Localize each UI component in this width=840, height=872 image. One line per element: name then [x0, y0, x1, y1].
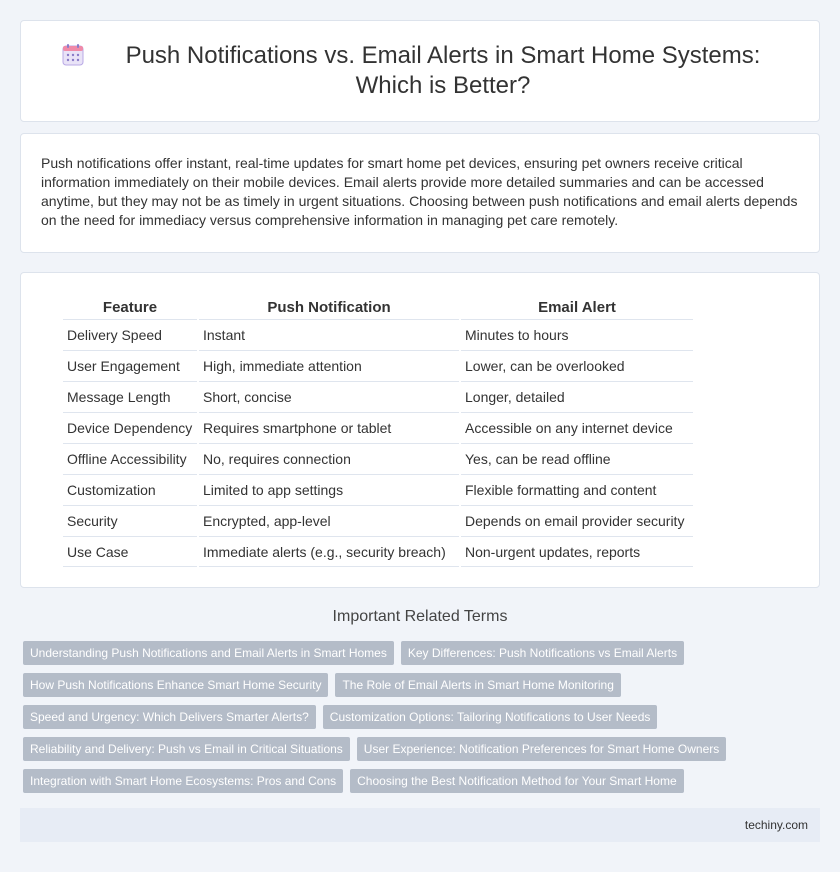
title-wrap — [21, 41, 819, 101]
feature-cell: Device Dependency — [63, 412, 197, 443]
email-cell: Longer, detailed — [461, 381, 693, 412]
related-term-tag[interactable]: The Role of Email Alerts in Smart Home Monitoring — [335, 673, 620, 697]
related-term-tag[interactable]: User Experience: Notification Preferences for Smart Home Owners — [357, 737, 726, 761]
related-term-tag[interactable]: Integration with Smart Home Ecosystems: Pros and Cons — [23, 769, 343, 793]
push-cell: Short, concise — [199, 381, 459, 412]
email-cell: Non-urgent updates, reports — [461, 536, 693, 567]
comparison-table — [61, 295, 695, 567]
email-cell: Flexible formatting and content — [461, 474, 693, 505]
table-row — [63, 319, 693, 350]
email-cell: Accessible on any internet device — [461, 412, 693, 443]
email-cell: Lower, can be overlooked — [461, 350, 693, 381]
table-row — [63, 505, 693, 536]
email-cell: Yes, can be read offline — [461, 443, 693, 474]
feature-cell: Message Length — [63, 381, 197, 412]
push-cell: Requires smartphone or tablet — [199, 412, 459, 443]
related-term-tag[interactable]: Key Differences: Push Notifications vs Email Alerts — [401, 641, 684, 665]
feature-cell: Security — [63, 505, 197, 536]
push-cell: Immediate alerts (e.g., security breach) — [199, 536, 459, 567]
title-card — [20, 20, 820, 122]
feature-cell: Use Case — [63, 536, 197, 567]
table-row — [63, 350, 693, 381]
email-cell: Minutes to hours — [461, 319, 693, 350]
intro-paragraph: Push notifications offer instant, real-time updates for smart home pet devices, ensuring pet owners receive critical information immediately on their mobile devices. Email alerts provide more detailed summaries and can be accessed anytime, but they may not be as timely in urgent situations. Choosing between push notifications and email alerts depends on the need for immediacy versus comprehensive information in managing pet care remotely. — [41, 155, 798, 228]
tag-row — [23, 641, 823, 665]
related-term-tag[interactable]: Choosing the Best Notification Method for Your Smart Home — [350, 769, 684, 793]
table-row — [63, 536, 693, 567]
related-terms-title: Important Related Terms — [332, 608, 508, 625]
table-header-row — [63, 295, 693, 319]
tag-row — [23, 769, 823, 793]
push-cell: Limited to app settings — [199, 474, 459, 505]
push-cell: Encrypted, app-level — [199, 505, 459, 536]
header-push-notification: Push Notification — [267, 299, 391, 316]
email-cell: Depends on email provider security — [461, 505, 693, 536]
related-term-tag[interactable]: Reliability and Delivery: Push vs Email in Critical Situations — [23, 737, 350, 761]
related-term-tag[interactable]: Speed and Urgency: Which Delivers Smarter Alerts? — [23, 705, 316, 729]
related-term-tag[interactable]: Customization Options: Tailoring Notifications to User Needs — [323, 705, 658, 729]
intro-card — [20, 133, 820, 253]
related-term-tag[interactable]: How Push Notifications Enhance Smart Home Security — [23, 673, 328, 697]
tag-row — [23, 705, 823, 729]
table-row — [63, 412, 693, 443]
comparison-card — [20, 272, 820, 588]
feature-cell: Offline Accessibility — [63, 443, 197, 474]
push-cell: High, immediate attention — [199, 350, 459, 381]
push-cell: Instant — [199, 319, 459, 350]
tag-row — [23, 737, 823, 761]
tag-row — [23, 673, 823, 697]
header-feature: Feature — [102, 299, 158, 316]
feature-cell: Customization — [63, 474, 197, 505]
footer — [20, 808, 820, 842]
footer-site-link[interactable]: techiny.com — [744, 818, 808, 832]
table-row — [63, 474, 693, 505]
related-term-tag[interactable]: Understanding Push Notifications and Email Alerts in Smart Homes — [23, 641, 394, 665]
page-title: Push Notifications vs. Email Alerts in Smart Home Systems: Which is Better? — [125, 42, 761, 99]
feature-cell: Delivery Speed — [63, 319, 197, 350]
header-email-alert: Email Alert — [538, 299, 616, 316]
table-row — [63, 443, 693, 474]
table-row — [63, 381, 693, 412]
push-cell: No, requires connection — [199, 443, 459, 474]
calendar-icon — [61, 43, 85, 67]
related-terms-tags — [23, 641, 823, 801]
feature-cell: User Engagement — [63, 350, 197, 381]
